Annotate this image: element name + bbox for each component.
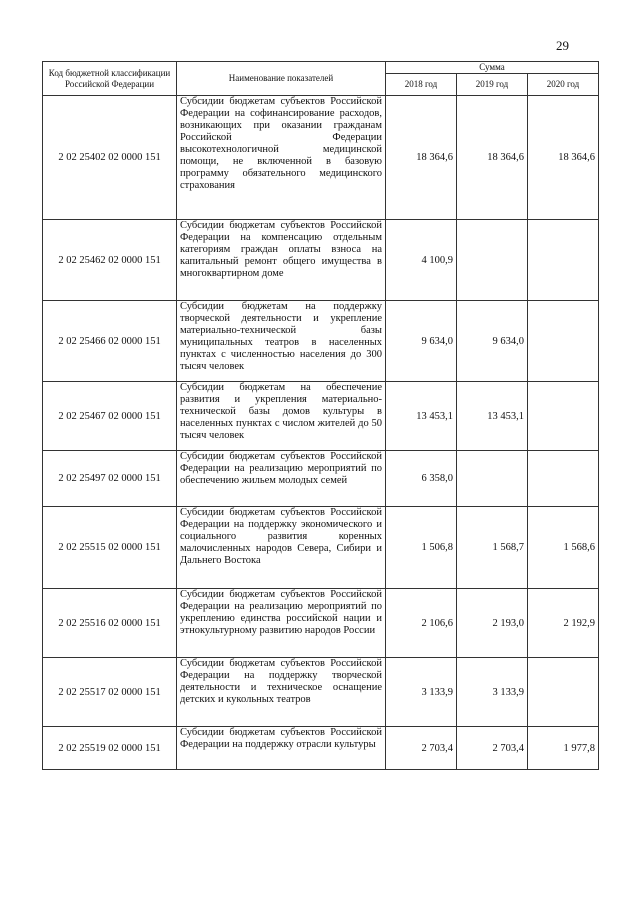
row-value-2019: 2 703,4 <box>457 727 528 770</box>
row-value-2019: 13 453,1 <box>457 382 528 451</box>
row-code: 2 02 25519 02 0000 151 <box>43 727 177 770</box>
row-name: Субсидии бюджетам субъектов Российской Федерации на софинансирование расходов, возникающих при оказании гражданам Российской Федерации высокотехнологичной медицинской помощи, не включенной в базовую программу обязательного медицинского страхования <box>177 96 386 220</box>
row-value-2020 <box>528 301 599 382</box>
row-value-2020: 1 568,6 <box>528 507 599 589</box>
header-sum: Сумма <box>386 62 599 74</box>
row-name: Субсидии бюджетам субъектов Российской Федерации на поддержку отрасли культуры <box>177 727 386 770</box>
row-value-2020: 1 977,8 <box>528 727 599 770</box>
row-value-2020: 2 192,9 <box>528 589 599 658</box>
row-name: Субсидии бюджетам субъектов Российской Федерации на поддержку экономического и социального развития коренных малочисленных народов Севера, Сибири и Дальнего Востока <box>177 507 386 589</box>
row-value-2020 <box>528 451 599 507</box>
row-value-2018: 9 634,0 <box>386 301 457 382</box>
row-name: Субсидии бюджетам на поддержку творческой деятельности и укрепление материально-технической базы муниципальных театров в населенных пунктах с численностью населения до 300 тысяч человек <box>177 301 386 382</box>
header-year-2019: 2019 год <box>457 74 528 96</box>
row-value-2018: 2 106,6 <box>386 589 457 658</box>
budget-table <box>42 61 599 770</box>
table-row <box>43 658 599 727</box>
row-value-2019: 3 133,9 <box>457 658 528 727</box>
row-code: 2 02 25515 02 0000 151 <box>43 507 177 589</box>
table-row <box>43 727 599 770</box>
row-value-2018: 4 100,9 <box>386 220 457 301</box>
table-row <box>43 301 599 382</box>
row-code: 2 02 25467 02 0000 151 <box>43 382 177 451</box>
row-code: 2 02 25466 02 0000 151 <box>43 301 177 382</box>
row-value-2020 <box>528 382 599 451</box>
row-value-2019: 1 568,7 <box>457 507 528 589</box>
table-row <box>43 96 599 220</box>
row-value-2018: 2 703,4 <box>386 727 457 770</box>
row-code: 2 02 25497 02 0000 151 <box>43 451 177 507</box>
row-code: 2 02 25462 02 0000 151 <box>43 220 177 301</box>
row-value-2020 <box>528 220 599 301</box>
row-value-2019: 18 364,6 <box>457 96 528 220</box>
table-row <box>43 220 599 301</box>
header-year-2020: 2020 год <box>528 74 599 96</box>
row-value-2018: 13 453,1 <box>386 382 457 451</box>
row-code: 2 02 25402 02 0000 151 <box>43 96 177 220</box>
row-name: Субсидии бюджетам субъектов Российской Федерации на реализацию мероприятий по обеспечению жильем молодых семей <box>177 451 386 507</box>
header-code: Код бюджетной классификации Российской Федерации <box>43 62 177 96</box>
row-value-2019 <box>457 220 528 301</box>
row-value-2019: 2 193,0 <box>457 589 528 658</box>
row-value-2018: 18 364,6 <box>386 96 457 220</box>
row-code: 2 02 25516 02 0000 151 <box>43 589 177 658</box>
table-row <box>43 589 599 658</box>
row-value-2019: 9 634,0 <box>457 301 528 382</box>
page-number: 29 <box>556 38 569 53</box>
row-value-2018: 6 358,0 <box>386 451 457 507</box>
row-name: Субсидии бюджетам субъектов Российской Федерации на поддержку творческой деятельности и техническое оснащение детских и кукольных театров <box>177 658 386 727</box>
row-value-2020: 18 364,6 <box>528 96 599 220</box>
table-row <box>43 451 599 507</box>
row-value-2020 <box>528 658 599 727</box>
row-code: 2 02 25517 02 0000 151 <box>43 658 177 727</box>
row-value-2018: 3 133,9 <box>386 658 457 727</box>
row-value-2018: 1 506,8 <box>386 507 457 589</box>
header-name: Наименование показателей <box>177 62 386 96</box>
row-name: Субсидии бюджетам на обеспечение развития и укрепления материально-технической базы домов культуры в населенных пунктах с числом жителей до 50 тысяч человек <box>177 382 386 451</box>
table-row <box>43 382 599 451</box>
header-year-2018: 2018 год <box>386 74 457 96</box>
row-name: Субсидии бюджетам субъектов Российской Федерации на реализацию мероприятий по укреплению единства российской нации и этнокультурному развитию народов России <box>177 589 386 658</box>
row-name: Субсидии бюджетам субъектов Российской Федерации на компенсацию отдельным категориям граждан оплаты взноса на капитальный ремонт общего имущества в многоквартирном доме <box>177 220 386 301</box>
row-value-2019 <box>457 451 528 507</box>
table-row <box>43 507 599 589</box>
